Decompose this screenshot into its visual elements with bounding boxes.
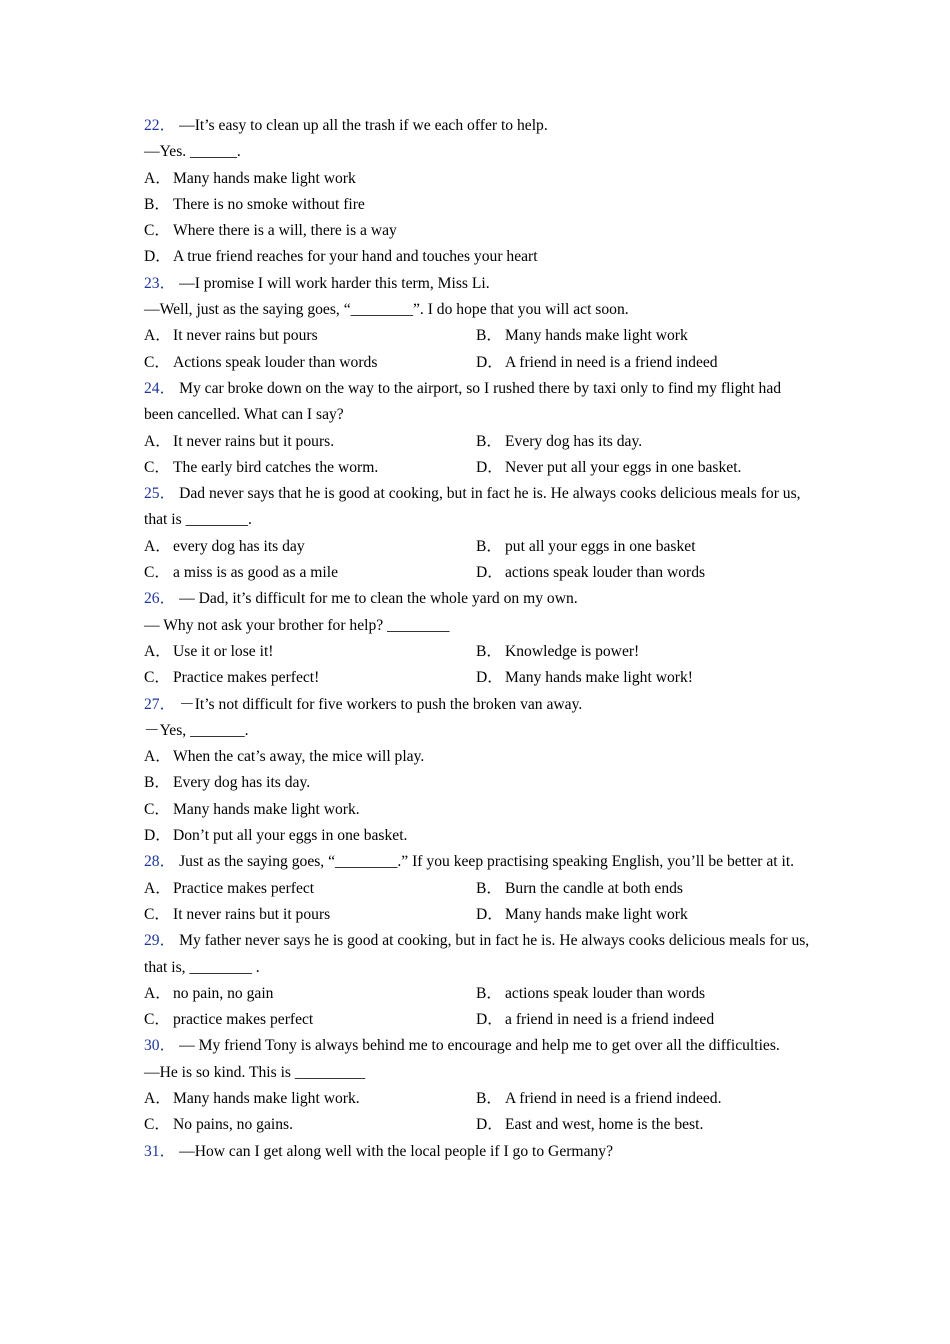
- question-block: [144, 1139, 810, 1165]
- question-number: 31．: [144, 1142, 176, 1160]
- option-label: C．: [144, 222, 170, 240]
- option-text: Knowledge is power!: [505, 642, 640, 660]
- option-label: B．: [144, 195, 170, 213]
- answer-option: [144, 560, 476, 586]
- options-row: [144, 1007, 810, 1033]
- option-label: D．: [144, 827, 171, 845]
- answer-option: [144, 797, 810, 823]
- options-row: [144, 981, 810, 1007]
- question-line: [144, 718, 810, 744]
- document-page: [144, 113, 810, 1165]
- option-label: C．: [144, 353, 170, 371]
- question-block: [144, 271, 810, 376]
- answer-option: [144, 665, 476, 691]
- answer-option: [144, 218, 810, 244]
- answer-option: [144, 1112, 476, 1138]
- option-text: no pain, no gain: [173, 984, 274, 1002]
- question-stem: [144, 113, 810, 139]
- option-label: C．: [144, 1116, 170, 1134]
- option-label: D．: [476, 669, 503, 687]
- answer-option: [476, 639, 808, 665]
- option-label: C．: [144, 800, 170, 818]
- question-stem: [144, 849, 810, 875]
- options-row: [144, 350, 810, 376]
- option-text: Burn the candle at both ends: [505, 879, 683, 897]
- option-text: Every dog has its day.: [173, 774, 311, 792]
- answer-option: [476, 429, 808, 455]
- option-label: A．: [144, 537, 171, 555]
- question-number: 27．: [144, 695, 176, 713]
- option-label: A．: [144, 1089, 171, 1107]
- question-text: — My friend Tony is always behind me to encourage and help me to get over all the difficulties.: [179, 1037, 780, 1055]
- option-label: A．: [144, 879, 171, 897]
- option-text: a friend in need is a friend indeed: [505, 1011, 715, 1029]
- option-label: D．: [476, 905, 503, 923]
- options-row: [144, 902, 810, 928]
- option-label: D．: [476, 564, 503, 582]
- question-block: [144, 849, 810, 928]
- options-row: [144, 665, 810, 691]
- question-text: —How can I get along well with the local people if I go to Germany?: [179, 1142, 614, 1160]
- options-row: [144, 323, 810, 349]
- options-row: [144, 1112, 810, 1138]
- question-line: [144, 297, 810, 323]
- question-line: [144, 1060, 810, 1086]
- option-label: D．: [476, 1011, 503, 1029]
- question-block: [144, 481, 810, 586]
- option-label: B．: [144, 774, 170, 792]
- option-text: practice makes perfect: [173, 1011, 314, 1029]
- answer-option: [144, 823, 810, 849]
- option-label: C．: [144, 669, 170, 687]
- answer-option: [144, 639, 476, 665]
- option-text: No pains, no gains.: [173, 1116, 293, 1134]
- option-text: The early bird catches the worm.: [173, 458, 379, 476]
- answer-option: [476, 455, 808, 481]
- answer-option: [144, 166, 810, 192]
- options-row: [144, 876, 810, 902]
- option-text: Where there is a will, there is a way: [173, 222, 397, 240]
- question-stem: [144, 376, 810, 429]
- option-text: Many hands make light work.: [173, 1089, 360, 1107]
- question-stem: [144, 1033, 810, 1059]
- answer-option: [144, 770, 810, 796]
- answer-option: [476, 350, 808, 376]
- option-text: When the cat’s away, the mice will play.: [173, 748, 425, 766]
- answer-option: [144, 350, 476, 376]
- question-line: [144, 613, 810, 639]
- option-text: put all your eggs in one basket: [505, 537, 696, 555]
- question-number: 26．: [144, 590, 176, 608]
- question-number: 25．: [144, 485, 176, 503]
- option-label: A．: [144, 984, 171, 1002]
- option-label: B．: [476, 984, 502, 1002]
- question-text: —It’s easy to clean up all the trash if we each offer to help.: [179, 117, 548, 134]
- options-row: [144, 560, 810, 586]
- options-row: [144, 1086, 810, 1112]
- question-text: —Yes. ______.: [144, 143, 241, 161]
- answer-option: [476, 534, 808, 560]
- question-text: －Yes, _______.: [144, 721, 249, 739]
- answer-option: [144, 429, 476, 455]
- option-label: A．: [144, 327, 171, 345]
- question-text: －It’s not difficult for five workers to push the broken van away.: [179, 695, 583, 713]
- option-label: D．: [476, 353, 503, 371]
- option-text: A true friend reaches for your hand and touches your heart: [173, 248, 538, 266]
- question-number: 28．: [144, 853, 176, 871]
- answer-option: [476, 665, 808, 691]
- question-text: — Why not ask your brother for help? ________: [144, 616, 450, 634]
- question-number: 30．: [144, 1037, 176, 1055]
- answer-option: [476, 560, 808, 586]
- question-number: 22．: [144, 117, 176, 134]
- option-text: Many hands make light work: [505, 905, 688, 923]
- option-label: B．: [476, 642, 502, 660]
- answer-option: [476, 981, 808, 1007]
- answer-option: [144, 1007, 476, 1033]
- answer-option: [476, 1086, 808, 1112]
- option-text: Every dog has its day.: [505, 432, 643, 450]
- answer-option: [476, 876, 808, 902]
- option-text: Actions speak louder than words: [173, 353, 378, 371]
- question-text: My father never says he is good at cooking, but in fact he is. He always cooks delicious meals for us, that is, ________ .: [144, 932, 810, 976]
- question-block: [144, 586, 810, 691]
- answer-option: [144, 744, 810, 770]
- question-number: 24．: [144, 379, 176, 397]
- option-text: Practice makes perfect!: [173, 669, 320, 687]
- question-stem: [144, 481, 810, 534]
- answer-option: [144, 323, 476, 349]
- option-label: A．: [144, 169, 171, 187]
- option-text: Many hands make light work!: [505, 669, 693, 687]
- answer-option: [144, 534, 476, 560]
- option-label: C．: [144, 905, 170, 923]
- option-text: Many hands make light work.: [173, 800, 360, 818]
- answer-option: [476, 323, 808, 349]
- option-label: B．: [476, 879, 502, 897]
- option-text: Many hands make light work: [505, 327, 688, 345]
- question-text: My car broke down on the way to the airport, so I rushed there by taxi only to find my flight had been cancelled. What can I say?: [144, 379, 782, 424]
- question-block: [144, 928, 810, 1033]
- option-label: A．: [144, 642, 171, 660]
- options-row: [144, 429, 810, 455]
- option-text: A friend in need is a friend indeed: [505, 353, 718, 371]
- option-label: A．: [144, 432, 171, 450]
- option-text: A friend in need is a friend indeed.: [505, 1089, 722, 1107]
- option-text: Never put all your eggs in one basket.: [505, 458, 742, 476]
- question-text: Just as the saying goes, “________.” If you keep practising speaking English, you’ll be better at it.: [179, 853, 795, 871]
- answer-option: [144, 455, 476, 481]
- options-row: [144, 534, 810, 560]
- question-stem: [144, 1139, 810, 1165]
- option-label: C．: [144, 458, 170, 476]
- question-line: [144, 139, 810, 165]
- option-label: B．: [476, 327, 502, 345]
- answer-option: [144, 902, 476, 928]
- answer-option: [144, 876, 476, 902]
- question-stem: [144, 271, 810, 297]
- answer-option: [144, 192, 810, 218]
- option-text: It never rains but pours: [173, 327, 318, 345]
- question-stem: [144, 586, 810, 612]
- answer-option: [476, 902, 808, 928]
- option-label: B．: [476, 537, 502, 555]
- option-text: East and west, home is the best.: [505, 1116, 704, 1134]
- options-row: [144, 455, 810, 481]
- option-text: It never rains but it pours.: [173, 432, 335, 450]
- option-label: B．: [476, 432, 502, 450]
- option-label: B．: [476, 1089, 502, 1107]
- option-text: actions speak louder than words: [505, 564, 706, 582]
- question-block: [144, 692, 810, 850]
- option-label: D．: [144, 248, 171, 266]
- question-text: —Well, just as the saying goes, “________”. I do hope that you will act soon.: [144, 301, 629, 319]
- question-text: — Dad, it’s difficult for me to clean the whole yard on my own.: [179, 590, 578, 608]
- answer-option: [144, 981, 476, 1007]
- option-label: C．: [144, 1011, 170, 1029]
- question-text: —He is so kind. This is _________: [144, 1063, 366, 1081]
- question-block: [144, 1033, 810, 1138]
- question-block: [144, 376, 810, 481]
- option-label: D．: [476, 458, 503, 476]
- option-text: every dog has its day: [173, 537, 305, 555]
- option-label: D．: [476, 1116, 503, 1134]
- question-number: 23．: [144, 274, 176, 292]
- option-text: There is no smoke without fire: [173, 195, 365, 213]
- answer-option: [144, 244, 810, 270]
- answer-option: [476, 1112, 808, 1138]
- option-text: Use it or lose it!: [173, 642, 274, 660]
- option-text: It never rains but it pours: [173, 905, 331, 923]
- question-number: 29．: [144, 932, 176, 950]
- option-text: actions speak louder than words: [505, 984, 706, 1002]
- option-text: Don’t put all your eggs in one basket.: [173, 827, 408, 845]
- question-block: [144, 113, 810, 271]
- question-text: —I promise I will work harder this term, Miss Li.: [179, 274, 490, 292]
- option-text: Many hands make light work: [173, 169, 356, 187]
- question-stem: [144, 928, 810, 981]
- answer-option: [476, 1007, 808, 1033]
- question-stem: [144, 692, 810, 718]
- question-text: Dad never says that he is good at cooking, but in fact he is. He always cooks delicious meals for us, that is ________.: [144, 485, 801, 529]
- option-text: a miss is as good as a mile: [173, 564, 339, 582]
- option-label: C．: [144, 564, 170, 582]
- option-text: Practice makes perfect: [173, 879, 315, 897]
- options-row: [144, 639, 810, 665]
- answer-option: [144, 1086, 476, 1112]
- option-label: A．: [144, 748, 171, 766]
